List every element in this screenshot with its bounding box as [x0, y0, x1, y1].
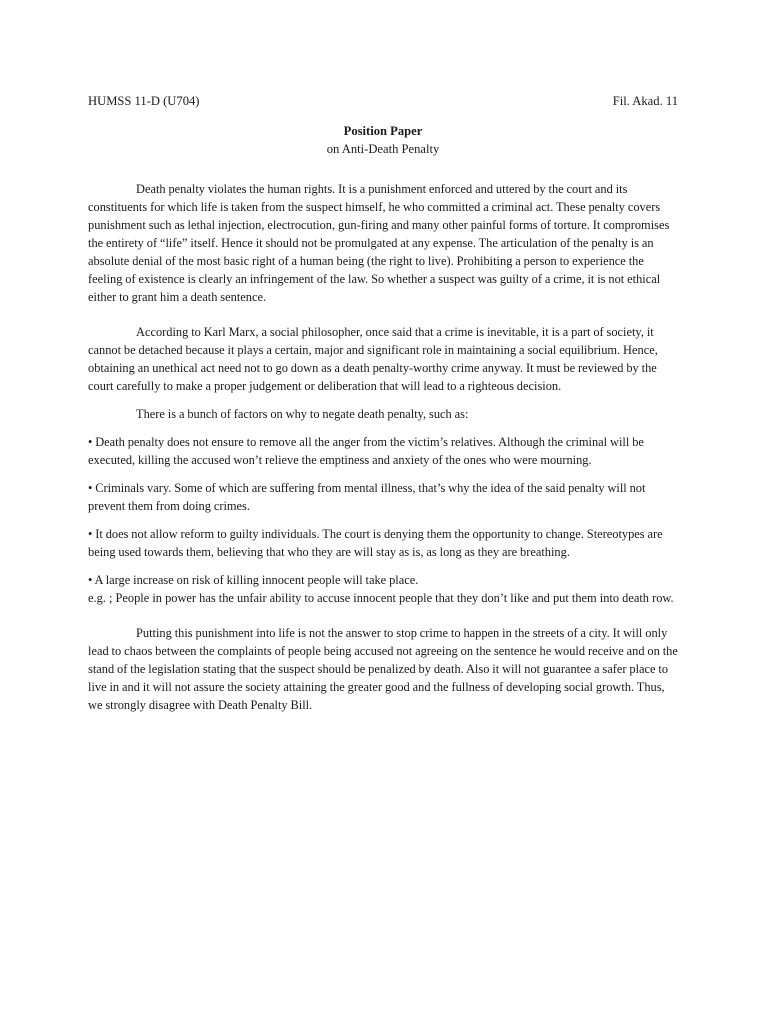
document-header [88, 92, 678, 110]
bullet-item: • It does not allow reform to guilty individuals. The court is denying them the opportunity to change. Stereotypes are being used towards them, believing that who they are will stay as is, as long as they are breathing. [88, 527, 663, 559]
paragraph-conclusion: Putting this punishment into life is not the answer to stop crime to happen in the streets of a city. It will only lead to chaos between the complaints of people being accused not agreeing on the sentence he would receive and on the stand of the legislation stating that the suspect should be penalized by death. Also it will not guarantee a safer place to live in and it will not assure the society attaining the greater good and the fullness of developing social growth. Thus, we strongly disagree with Death Penalty Bill. [88, 626, 678, 712]
bullet-item: • A large increase on risk of killing innocent people will take place. [88, 573, 419, 587]
example-note: e.g. ; People in power has the unfair ability to accuse innocent people that they don’t like and put them into death row. [88, 591, 674, 605]
bullet-item: • Criminals vary. Some of which are suffering from mental illness, that’s why the idea of the said penalty will not prevent them from doing crimes. [88, 481, 646, 513]
document-title: Position Paper [343, 124, 423, 138]
class-section-label: HUMSS 11-D (U704) [88, 94, 200, 108]
subject-label: Fil. Akad. 11 [612, 94, 678, 108]
paragraph-marx: According to Karl Marx, a social philosopher, once said that a crime is inevitable, it is a part of society, it cannot be detached because it plays a certain, major and significant role in maintaining a social equilibrium. Hence, obtaining an unethical act need not to go down as a death penalty-worthy crime anyway. It must be reviewed by the court carefully to make a proper judgement or deliberation that will lead to a righteous decision. [88, 325, 658, 393]
paragraph-factors-intro: There is a bunch of factors on why to negate death penalty, such as: [136, 407, 469, 421]
title-block [88, 122, 678, 158]
document-subtitle: on Anti-Death Penalty [326, 142, 440, 156]
document-page [88, 92, 678, 714]
bullet-item: • Death penalty does not ensure to remove all the anger from the victim’s relatives. Although the criminal will be executed, killing the accused won’t relieve the emptiness and anxiety of the ones who were mourning. [88, 435, 644, 467]
paragraph-intro: Death penalty violates the human rights. It is a punishment enforced and uttered by the court and its constituents for which life is taken from the suspect himself, he who committed a criminal act. These penalty covers punishment such as lethal injection, electrocution, gun-firing and many other painful forms of torture. It compromises the entirety of “life” itself. Hence it should not be promulgated at any expense. The articulation of the penalty is an absolute denial of the most basic right of a human being (the right to live). Prohibiting a person to experience the feeling of existence is clearly an infringement of the law. So whether a suspect was guilty of a crime, it is not ethical either to grant him a death sentence. [88, 182, 670, 304]
